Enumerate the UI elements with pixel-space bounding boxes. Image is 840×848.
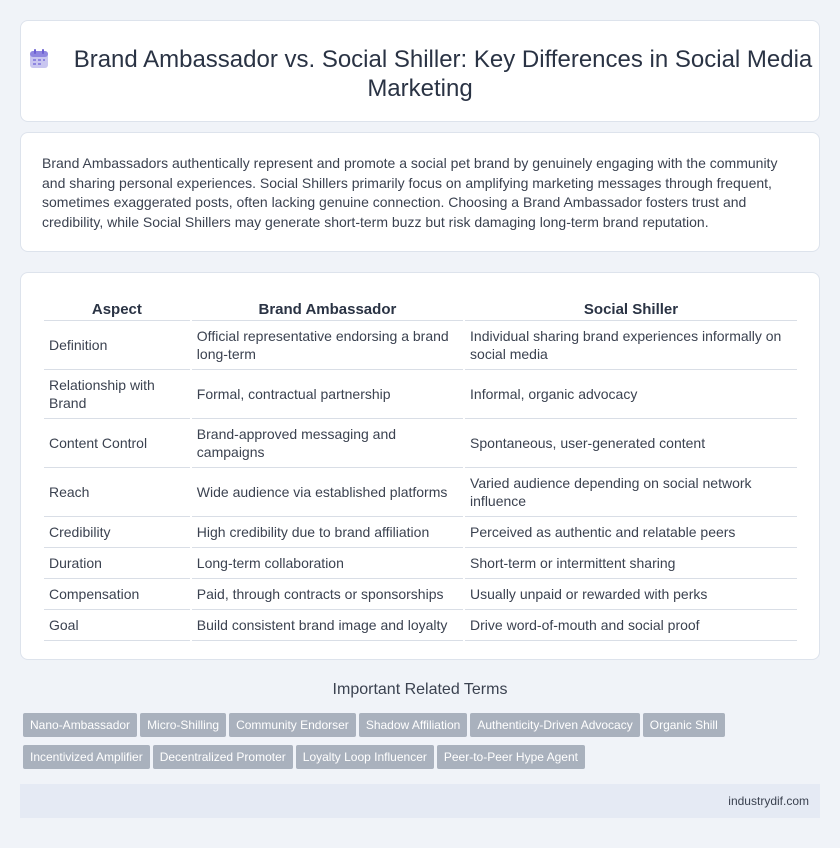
term-tag-shadow-affiliation[interactable]: Shadow Affiliation (359, 713, 468, 737)
table-row (44, 579, 797, 610)
table-row (44, 610, 797, 641)
intro-card (20, 132, 820, 252)
term-tag-decentralized-promoter[interactable]: Decentralized Promoter (153, 745, 293, 769)
aspect-cell: Content Control (44, 419, 190, 468)
header-brand-ambassador: Brand Ambassador (192, 295, 463, 321)
aspect-cell: Definition (44, 321, 190, 370)
footer (20, 784, 820, 818)
aspect-cell: Relationship with Brand (44, 370, 190, 419)
table-row (44, 517, 797, 548)
term-tag-authenticity-driven-advocacy[interactable]: Authenticity-Driven Advocacy (470, 713, 639, 737)
header-social-shiller: Social Shiller (465, 295, 797, 321)
term-tag-organic-shill[interactable]: Organic Shill (643, 713, 725, 737)
intro-paragraph: Brand Ambassadors authentically represent and promote a social pet brand by genuinely engaging with the community and sharing personal experiences. Social Shillers primarily focus on amplifying marketing messages through frequent, sometimes exaggerated posts, often lacking genuine connection. Choosing a Brand Ambassador fosters trust and credibility, while Social Shillers may generate short-term buzz but risk damaging long-term brand reputation. (42, 155, 778, 230)
shiller-cell: Usually unpaid or rewarded with perks (465, 579, 797, 610)
shiller-cell: Perceived as authentic and relatable peers (465, 517, 797, 548)
term-tag-community-endorser[interactable]: Community Endorser (229, 713, 356, 737)
aspect-cell: Credibility (44, 517, 190, 548)
table-row (44, 548, 797, 579)
table-row (44, 468, 797, 517)
footer-site[interactable]: industrydif.com (728, 794, 809, 808)
calendar-icon (28, 48, 50, 70)
ambassador-cell: Long-term collaboration (192, 548, 463, 579)
term-tag-loyalty-loop-influencer[interactable]: Loyalty Loop Influencer (296, 745, 434, 769)
table-row (44, 321, 797, 370)
shiller-cell: Informal, organic advocacy (465, 370, 797, 419)
term-tag-peer-to-peer-hype-agent[interactable]: Peer-to-Peer Hype Agent (437, 745, 585, 769)
term-tag-incentivized-amplifier[interactable]: Incentivized Amplifier (23, 745, 150, 769)
shiller-cell: Drive word-of-mouth and social proof (465, 610, 797, 641)
term-tag-nano-ambassador[interactable]: Nano-Ambassador (23, 713, 137, 737)
page-title: Brand Ambassador vs. Social Shiller: Key Differences in Social Media Marketing (73, 46, 813, 102)
shiller-cell: Individual sharing brand experiences informally on social media (465, 321, 797, 370)
aspect-cell: Reach (44, 468, 190, 517)
ambassador-cell: Brand-approved messaging and campaigns (192, 419, 463, 468)
table-row (44, 370, 797, 419)
ambassador-cell: Build consistent brand image and loyalty (192, 610, 463, 641)
ambassador-cell: Paid, through contracts or sponsorships (192, 579, 463, 610)
shiller-cell: Short-term or intermittent sharing (465, 548, 797, 579)
table-header-row (44, 295, 797, 321)
ambassador-cell: High credibility due to brand affiliation (192, 517, 463, 548)
shiller-cell: Varied audience depending on social network influence (465, 468, 797, 517)
related-terms-heading: Important Related Terms (332, 681, 508, 698)
related-terms-list (23, 713, 803, 777)
aspect-cell: Compensation (44, 579, 190, 610)
comparison-table (42, 295, 799, 641)
term-tag-micro-shilling[interactable]: Micro-Shilling (140, 713, 226, 737)
title-card (20, 20, 820, 122)
shiller-cell: Spontaneous, user-generated content (465, 419, 797, 468)
ambassador-cell: Wide audience via established platforms (192, 468, 463, 517)
header-aspect: Aspect (44, 295, 190, 321)
ambassador-cell: Official representative endorsing a brand long-term (192, 321, 463, 370)
aspect-cell: Duration (44, 548, 190, 579)
table-row (44, 419, 797, 468)
comparison-card (20, 272, 820, 660)
ambassador-cell: Formal, contractual partnership (192, 370, 463, 419)
title-wrap (21, 45, 819, 103)
aspect-cell: Goal (44, 610, 190, 641)
